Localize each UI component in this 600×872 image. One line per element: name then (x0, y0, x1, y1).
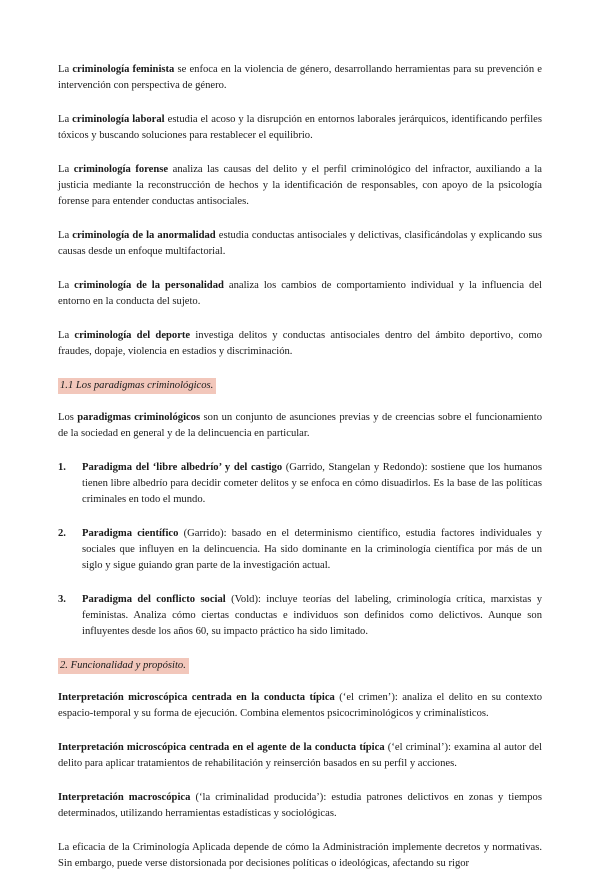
paragraph-agente: Interpretación microscópica centrada en el agente de la conducta típica (‘el criminal’): examina al autor del delito para aplicar tratamientos de rehabilitación y reinserción basados en su perfil y acciones. (58, 742, 542, 769)
paragraph-conducta-tipica: Interpretación microscópica centrada en la conducta típica (‘el crimen’): analiza el delito en su contexto espacio-temporal y su forma de ejecución. Combina elementos psicocriminológicos y criminalísticos. (58, 692, 542, 719)
section-heading-paradigmas (58, 378, 542, 410)
paragraph-personalidad: La criminología de la personalidad analiza los cambios de comportamiento individual y la influencia del entorno en la conducta del sujeto. (58, 280, 542, 307)
heading-highlight: 1.1 Los paradigmas criminológicos. (58, 378, 216, 394)
paradigms-list (58, 460, 542, 640)
paragraph-paradigmas-intro: Los paradigmas criminológicos son un conjunto de asunciones previas y de creencias sobre el funcionamiento de la sociedad en general y de la delincuencia en particular. (58, 412, 542, 439)
paragraph-deporte: La criminología del deporte investiga delitos y conductas antisociales dentro del ámbito deportivo, como fraudes, dopaje, violencia en estadios y discriminación. (58, 330, 542, 357)
section-heading-funcionalidad (58, 658, 542, 690)
term: criminología de la anormalidad (72, 230, 216, 241)
list-item: 2. Paradigma científico (Garrido): basado en el determinismo científico, estudia factores individuales y sociales que influyen en la delincuencia. Ha sido dominante en la criminología científica por más de un siglo y sigue guiando gran parte de la investigación actual. (58, 528, 542, 571)
term: criminología laboral (72, 114, 165, 125)
list-number: 3. (58, 594, 66, 605)
term: Interpretación microscópica centrada en la conducta típica (58, 692, 335, 703)
list-item: 1. Paradigma del ‘libre albedrío’ y del castigo (Garrido, Stangelan y Redondo): sostiene que los humanos tienen libre albedrío para decidir cometer delitos y se enfoca en cómo disuadirlos. Es la base de las políticas criminales en todo el mundo. (58, 462, 542, 505)
heading-highlight: 2. Funcionalidad y propósito. (58, 658, 189, 674)
list-number: 1. (58, 462, 66, 473)
term: Paradigma del ‘libre albedrío’ y del castigo (82, 462, 283, 473)
paragraph-feminista: La criminología feminista se enfoca en la violencia de género, desarrollando herramientas para su prevención e intervención con perspectiva de género. (58, 64, 542, 91)
list-item: 3. Paradigma del conflicto social (Vold): incluye teorías del labeling, criminología crítica, marxistas y feministas. Analiza cómo ciertas conductas e individuos son definidos como delictivos. Aunque son influyentes desde los años 60, su impacto práctico ha sido limitado. (58, 594, 542, 637)
term: Interpretación microscópica centrada en el agente de la conducta típica (58, 742, 385, 753)
paragraph-macroscopica: Interpretación macroscópica (‘la criminalidad producida’): estudia patrones delictivos en zonas y tiempos determinados, utilizando herramientas estadísticas y sociológicas. (58, 792, 542, 819)
term: criminología del deporte (74, 330, 191, 341)
term: paradigmas criminológicos (77, 412, 201, 423)
paragraph-forense: La criminología forense analiza las causas del delito y el perfil criminológico del infractor, auxiliando a la justicia mediante la reconstrucción de hechos y la identificación de responsables, con apoyo de la psicología forense para entender conductas antisociales. (58, 164, 543, 207)
term: Paradigma científico (82, 528, 179, 539)
term: criminología de la personalidad (74, 280, 224, 291)
list-number: 2. (58, 528, 66, 539)
paragraph-eficacia: La eficacia de la Criminología Aplicada depende de cómo la Administración implemente decretos y normativas. Sin embargo, puede verse distorsionada por decisiones políticas o ideológicas, afectando su rigor (58, 842, 542, 869)
term: Interpretación macroscópica (58, 792, 191, 803)
paragraph-anormalidad: La criminología de la anormalidad estudia conductas antisociales y delictivas, clasificándolas y explicando sus causas desde un enfoque multifactorial. (58, 230, 543, 257)
paragraph-laboral: La criminología laboral estudia el acoso y la disrupción en entornos laborales jerárquicos, identificando perfiles tóxicos y buscando soluciones para restablecer el equilibrio. (58, 114, 543, 141)
term: criminología forense (73, 164, 169, 175)
term: criminología feminista (72, 64, 175, 75)
term: Paradigma del conflicto social (82, 594, 226, 605)
